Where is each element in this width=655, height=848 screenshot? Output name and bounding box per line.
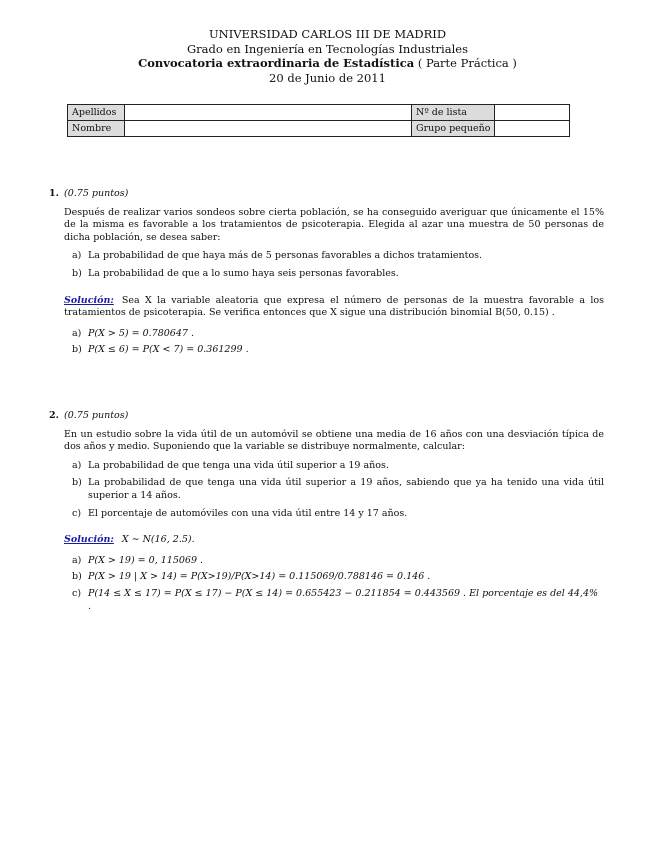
apellidos-field[interactable] xyxy=(125,105,412,121)
question-body xyxy=(64,188,604,357)
question-items xyxy=(64,460,604,520)
student-info-table xyxy=(67,104,570,137)
answer-item xyxy=(64,571,604,584)
apellidos-label: Apellidos xyxy=(68,105,125,121)
degree-name: Grado en Ingeniería en Tecnologías Industriales xyxy=(187,41,468,56)
answer-marker: b) xyxy=(72,571,82,583)
question-statement: En un estudio sobre la vida útil de un automóvil se obtiene una media de 16 años con una desviación típica de dos años y medio. Suponiendo que la variable se distribuye normalmente, calcular: xyxy=(64,428,604,453)
question-points: (0.75 puntos) xyxy=(64,188,129,199)
solution-label: Solución: xyxy=(64,294,114,306)
solution-text: Sea X la variable aleatoria que expresa el número de personas de la muestra favorable a los tratamientos de psicoterapia. Se verifica entonces que X sigue una distribución binomial B(50, 0.15) . xyxy=(64,294,604,319)
info-row xyxy=(68,121,570,137)
answer-text: P(X > 19) = 0, 115069 . xyxy=(88,554,204,566)
answer-item xyxy=(64,344,604,357)
answer-marker: a) xyxy=(72,327,82,339)
nombre-field[interactable] xyxy=(125,121,412,137)
exam-part: ( Parte Práctica ) xyxy=(417,56,517,70)
exam-title: Convocatoria extraordinaria de Estadística xyxy=(138,56,415,70)
question-number: 1. xyxy=(49,188,59,199)
question-1 xyxy=(49,188,604,361)
lista-label: Nº de lista xyxy=(412,105,495,121)
list-item xyxy=(64,508,604,521)
answer-text: P(X > 19 | X > 14) = P(X>19)/P(X>14) = 0.115069/0.788146 = 0.146 . xyxy=(88,571,431,583)
question-body xyxy=(64,410,604,613)
question-number: 2. xyxy=(49,410,59,421)
solution-paragraph xyxy=(64,534,604,547)
solution-paragraph xyxy=(64,295,604,320)
answer-list xyxy=(64,555,604,613)
answer-list xyxy=(64,328,604,357)
item-marker: a) xyxy=(72,459,82,471)
question-statement: Después de realizar varios sondeos sobre cierta población, se ha conseguido averiguar que únicamente el 15% de la misma es favorable a los tratamientos de psicoterapia. Elegida al azar una muestra de 50 personas de dicha población, se desea saber: xyxy=(64,206,604,243)
solution-text: X ∼ N(16, 2.5). xyxy=(121,534,195,546)
list-item xyxy=(64,268,604,281)
nombre-label: Nombre xyxy=(68,121,125,137)
list-item xyxy=(64,250,604,263)
grupo-field[interactable] xyxy=(495,121,570,137)
grupo-label: Grupo pequeño xyxy=(412,121,495,137)
exam-date: 20 de Junio de 2011 xyxy=(269,70,386,85)
question-items xyxy=(64,250,604,280)
answer-marker: b) xyxy=(72,344,82,356)
question-2 xyxy=(49,410,604,617)
item-marker: b) xyxy=(72,267,82,279)
item-marker: a) xyxy=(72,250,82,262)
item-text: La probabilidad de que tenga una vida útil superior a 19 años, sabiendo que ya ha tenido una vida útil superior a 14 años. xyxy=(88,477,604,501)
list-item xyxy=(64,460,604,473)
info-row xyxy=(68,105,570,121)
answer-text: P(14 ≤ X ≤ 17) = P(X ≤ 17) − P(X ≤ 14) = 0.655423 − 0.211854 = 0.443569 . El porcentaje es del 44,4% . xyxy=(88,587,599,612)
question-points: (0.75 puntos) xyxy=(64,410,129,421)
item-text: El porcentaje de automóviles con una vida útil entre 14 y 17 años. xyxy=(88,507,408,519)
item-marker: c) xyxy=(72,507,82,519)
answer-item xyxy=(64,588,604,613)
exam-header xyxy=(0,27,655,85)
answer-marker: c) xyxy=(72,587,82,599)
item-text: La probabilidad de que a lo sumo haya seis personas favorables. xyxy=(88,267,399,279)
answer-text: P(X ≤ 6) = P(X < 7) = 0.361299 . xyxy=(88,344,249,356)
answer-text: P(X > 5) = 0.780647 . xyxy=(88,327,194,339)
answer-item xyxy=(64,328,604,341)
lista-field[interactable] xyxy=(495,105,570,121)
item-text: La probabilidad de que tenga una vida útil superior a 19 años. xyxy=(88,459,389,471)
item-marker: b) xyxy=(72,477,82,489)
university-name: UNIVERSIDAD CARLOS III DE MADRID xyxy=(208,27,447,41)
answer-marker: a) xyxy=(72,554,82,566)
item-text: La probabilidad de que haya más de 5 personas favorables a dichos tratamientos. xyxy=(88,250,483,262)
answer-item xyxy=(64,555,604,568)
exam-title-line xyxy=(0,56,655,71)
list-item xyxy=(64,477,604,502)
solution-label: Solución: xyxy=(64,534,114,546)
